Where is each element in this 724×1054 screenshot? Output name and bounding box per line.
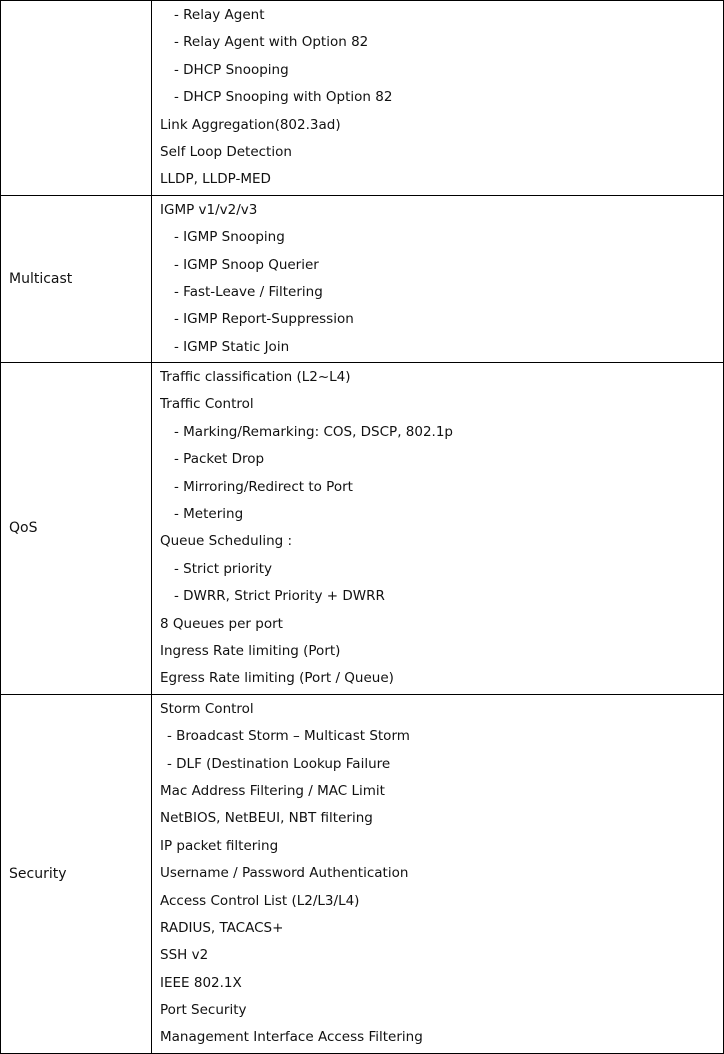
feature-item: Mac Address Filtering / MAC Limit bbox=[160, 782, 385, 799]
feature-item: Link Aggregation(802.3ad) bbox=[160, 116, 341, 133]
feature-item: - DHCP Snooping with Option 82 bbox=[174, 89, 393, 106]
feature-item: - Broadcast Storm – Multicast Storm bbox=[167, 728, 410, 745]
feature-item: - DWRR, Strict Priority + DWRR bbox=[174, 588, 385, 605]
feature-item: 8 Queues per port bbox=[160, 615, 283, 632]
feature-item: - Relay Agent bbox=[174, 7, 265, 23]
feature-item: - IGMP Static Join bbox=[174, 338, 290, 355]
feature-item: - DHCP Snooping bbox=[174, 61, 289, 78]
table-row bbox=[1, 694, 724, 1053]
table-row bbox=[1, 195, 724, 362]
feature-item: - Metering bbox=[174, 506, 244, 523]
feature-item: Port Security bbox=[160, 1002, 247, 1019]
feature-item: - Marking/Remarking: COS, DSCP, 802.1p bbox=[174, 423, 453, 440]
feature-item: Egress Rate limiting (Port / Queue) bbox=[160, 670, 394, 687]
feature-item: RADIUS, TACACS+ bbox=[160, 919, 284, 936]
feature-item: - DLF (Destination Lookup Failure bbox=[167, 755, 391, 772]
category-cell: QoS bbox=[1, 363, 152, 695]
table-row bbox=[1, 1, 724, 196]
features-cell bbox=[152, 363, 724, 695]
feature-item: Traffic classification (L2~L4) bbox=[160, 369, 351, 386]
features-cell bbox=[152, 1, 724, 196]
feature-item: - IGMP Snooping bbox=[174, 229, 285, 246]
feature-item: - IGMP Snoop Querier bbox=[174, 256, 319, 273]
table-row bbox=[1, 363, 724, 695]
category-cell bbox=[1, 1, 152, 196]
feature-item: Storm Control bbox=[160, 700, 254, 717]
feature-item: NetBIOS, NetBEUI, NBT filtering bbox=[160, 810, 373, 827]
feature-item: Access Control List (L2/L3/L4) bbox=[160, 892, 360, 909]
category-cell: Security bbox=[1, 694, 152, 1053]
feature-item: - Relay Agent with Option 82 bbox=[174, 34, 369, 51]
feature-item: Queue Scheduling : bbox=[160, 533, 293, 550]
feature-item: IEEE 802.1X bbox=[160, 974, 242, 991]
feature-item: IGMP v1/v2/v3 bbox=[160, 201, 258, 218]
feature-item: - IGMP Report-Suppression bbox=[174, 311, 354, 328]
feature-item: Management Interface Access Filtering bbox=[160, 1029, 423, 1046]
feature-item: Ingress Rate limiting (Port) bbox=[160, 642, 341, 659]
feature-item: Username / Password Authentication bbox=[160, 865, 409, 882]
features-cell bbox=[152, 195, 724, 362]
feature-item: LLDP, LLDP-MED bbox=[160, 171, 271, 188]
feature-item: - Strict priority bbox=[174, 560, 273, 577]
category-cell: Multicast bbox=[1, 195, 152, 362]
feature-item: Traffic Control bbox=[160, 396, 254, 413]
feature-item: IP packet filtering bbox=[160, 837, 279, 854]
feature-item: Self Loop Detection bbox=[160, 143, 292, 160]
feature-item: - Mirroring/Redirect to Port bbox=[174, 478, 353, 495]
feature-item: - Fast-Leave / Filtering bbox=[174, 283, 323, 300]
features-cell bbox=[152, 694, 724, 1053]
feature-item: - Packet Drop bbox=[174, 451, 265, 468]
feature-item: SSH v2 bbox=[160, 947, 209, 964]
